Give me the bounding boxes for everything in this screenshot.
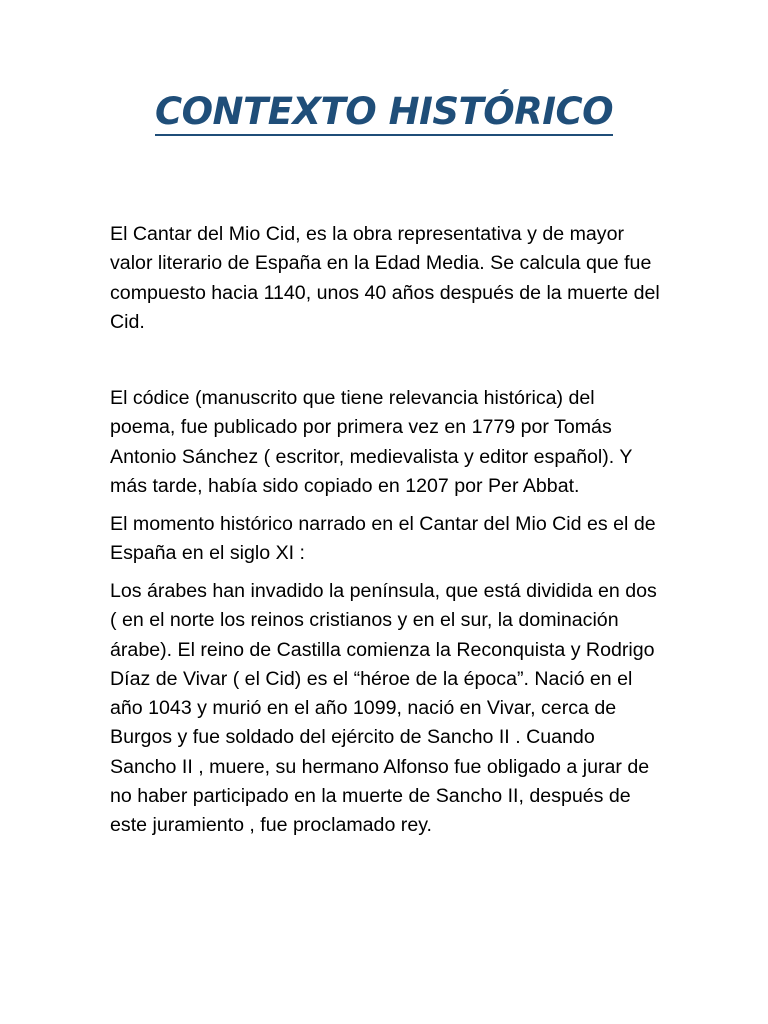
page-title xyxy=(0,88,768,136)
paragraph-intro: El Cantar del Mio Cid, es la obra representativa y de mayor valor literario de España en la Edad Media. Se calcula que fue compuesto hacia 1140, unos 40 años después de la muerte del Cid. xyxy=(110,223,660,333)
paragraph-codex: El códice (manuscrito que tiene relevancia histórica) del poema, fue publicado por primera vez en 1779 por Tomás Antonio Sánchez ( escritor, medievalista y editor español). Y más tarde, había sido copiado en 1207 por Per Abbat. xyxy=(110,387,633,497)
paragraph-reconquista: Los árabes han invadido la península, que está dividida en dos ( en el norte los reinos cristianos y en el sur, la dominación árabe). El reino de Castilla comienza la Reconquista y Rodrigo Díaz de Vivar ( el Cid) es el “héroe de la época”. Nació en el año 1043 y murió en el año 1099, nació en Vivar, cerca de Burgos y fue soldado del ejército de Sancho II . Cuando Sancho II , muere, su hermano Alfonso fue obligado a jurar de no haber participado en la muerte de Sancho II, después de este juramiento , fue proclamado rey. xyxy=(110,580,657,837)
page-title-text: CONTEXTO HISTÓRICO xyxy=(155,90,613,136)
paragraph-historical-moment: El momento histórico narrado en el Cantar del Mio Cid es el de España en el siglo XI : xyxy=(110,513,656,565)
